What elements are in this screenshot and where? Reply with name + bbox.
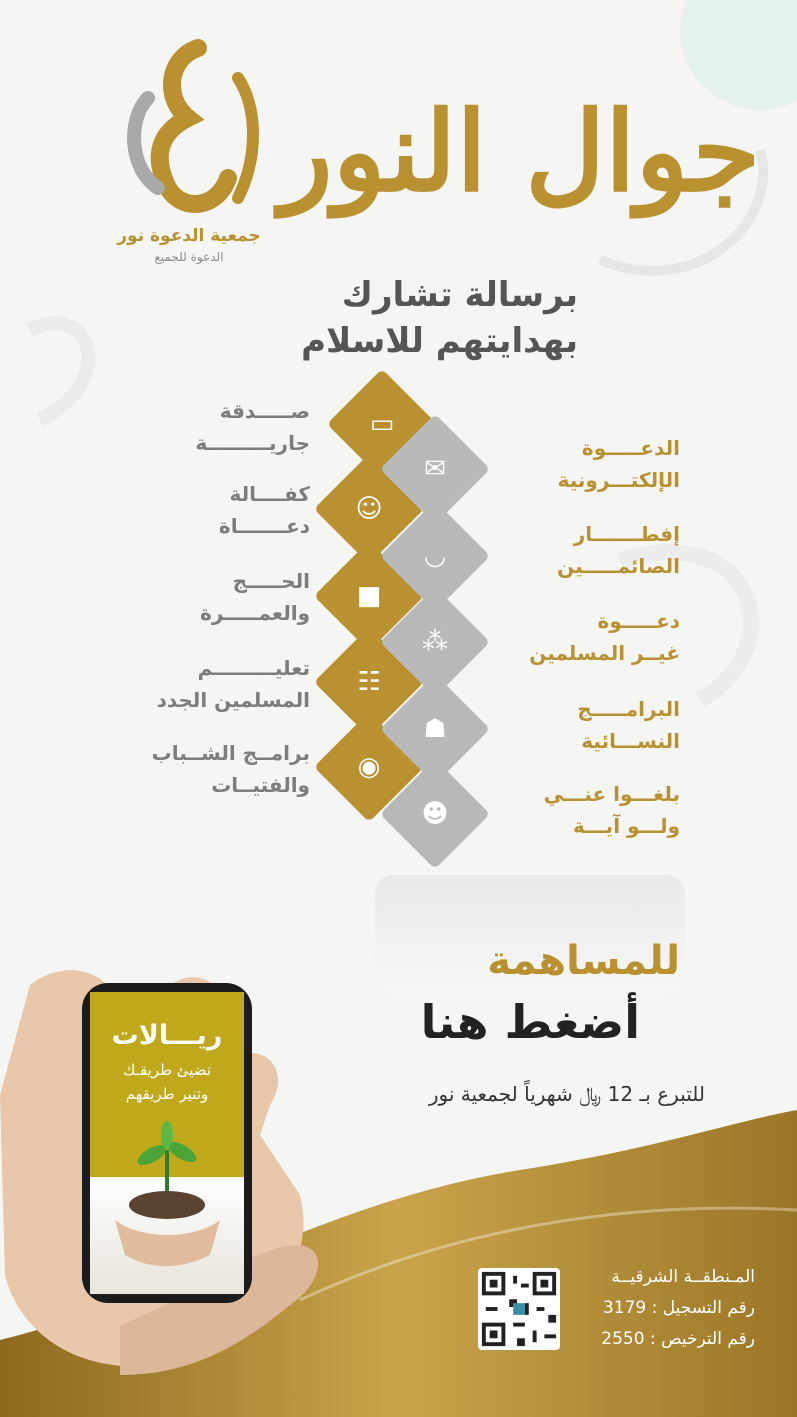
cta-button-text[interactable]: أضغط هنا [420, 995, 640, 1049]
tagline [200, 272, 578, 364]
program-non-muslims: دعـــــوة غيــر المسلمين [529, 609, 680, 665]
program-online-dawah: الدعـــــوة الإلكتـــرونية [557, 436, 680, 492]
main-title [279, 40, 761, 240]
reader-icon: ☻ [421, 799, 449, 829]
plant-in-hands-icon [100, 1110, 234, 1270]
audience-icon: ⁂ [422, 627, 448, 657]
program-kafala: كفــــالة دعـــــــاة [218, 482, 310, 538]
kaaba-icon: ■ [356, 581, 382, 611]
money-icon: ▭ [369, 409, 395, 439]
tagline-line-1: برسالة تشارك [341, 275, 578, 315]
cta-subtitle: للتبرع بـ 12 ﷼ شهرياً لجمعية نور [428, 1082, 705, 1106]
program-online-badge [396, 430, 474, 508]
program-new-muslims: تعليـــــــــم المسلمين الجدد [156, 656, 310, 712]
program-sadaqa: صـــــدقة جاريـــــــــة [195, 399, 310, 455]
program-hajj: الحـــــج والعمـــــرة [200, 569, 310, 625]
online-dawah-icon: ✉ [424, 454, 446, 484]
qr-code-icon [478, 1268, 560, 1350]
brand-name: جمعية الدعوة نور [117, 226, 261, 246]
qr-code[interactable] [478, 1268, 560, 1350]
teaching-icon: ☷ [357, 667, 381, 697]
main-title-text: جوال النور [279, 87, 761, 216]
program-iftar: إفطـــــــار الصائمـــــين [557, 522, 680, 578]
phone-headline: ريـــالات [111, 1020, 223, 1051]
phone-subtext: تضيئ طريقـك وتنير طريقهم [123, 1061, 211, 1103]
program-iftar-badge [396, 517, 474, 595]
program-convey: بلغـــوا عنـــي ولـــو آيـــة [543, 782, 680, 838]
tagline-line-2: بهدايتهم للاسلام [301, 321, 578, 361]
program-youth: برامــج الشــباب والفتيــات [151, 741, 310, 797]
program-non-muslims-badge [396, 603, 474, 681]
brand-slogan: الدعوة للجميع [154, 250, 224, 264]
youth-icon: ◉ [357, 752, 381, 782]
cta-heading[interactable]: للمساهمة [487, 938, 680, 984]
program-women-badge [396, 690, 474, 768]
footer-license: رقم الترخيص : 2550 [601, 1329, 755, 1349]
program-convey-badge [396, 775, 474, 853]
footer-registration: رقم التسجيل : 3179 [602, 1298, 755, 1318]
woman-icon: ☗ [423, 714, 447, 744]
preacher-icon: ☺ [355, 494, 383, 524]
footer-region: المـنطقــة الشرقيــة [611, 1267, 755, 1287]
food-bowl-icon: ◡ [423, 541, 447, 571]
program-women: البرامـــــج النســـائية [577, 697, 680, 753]
